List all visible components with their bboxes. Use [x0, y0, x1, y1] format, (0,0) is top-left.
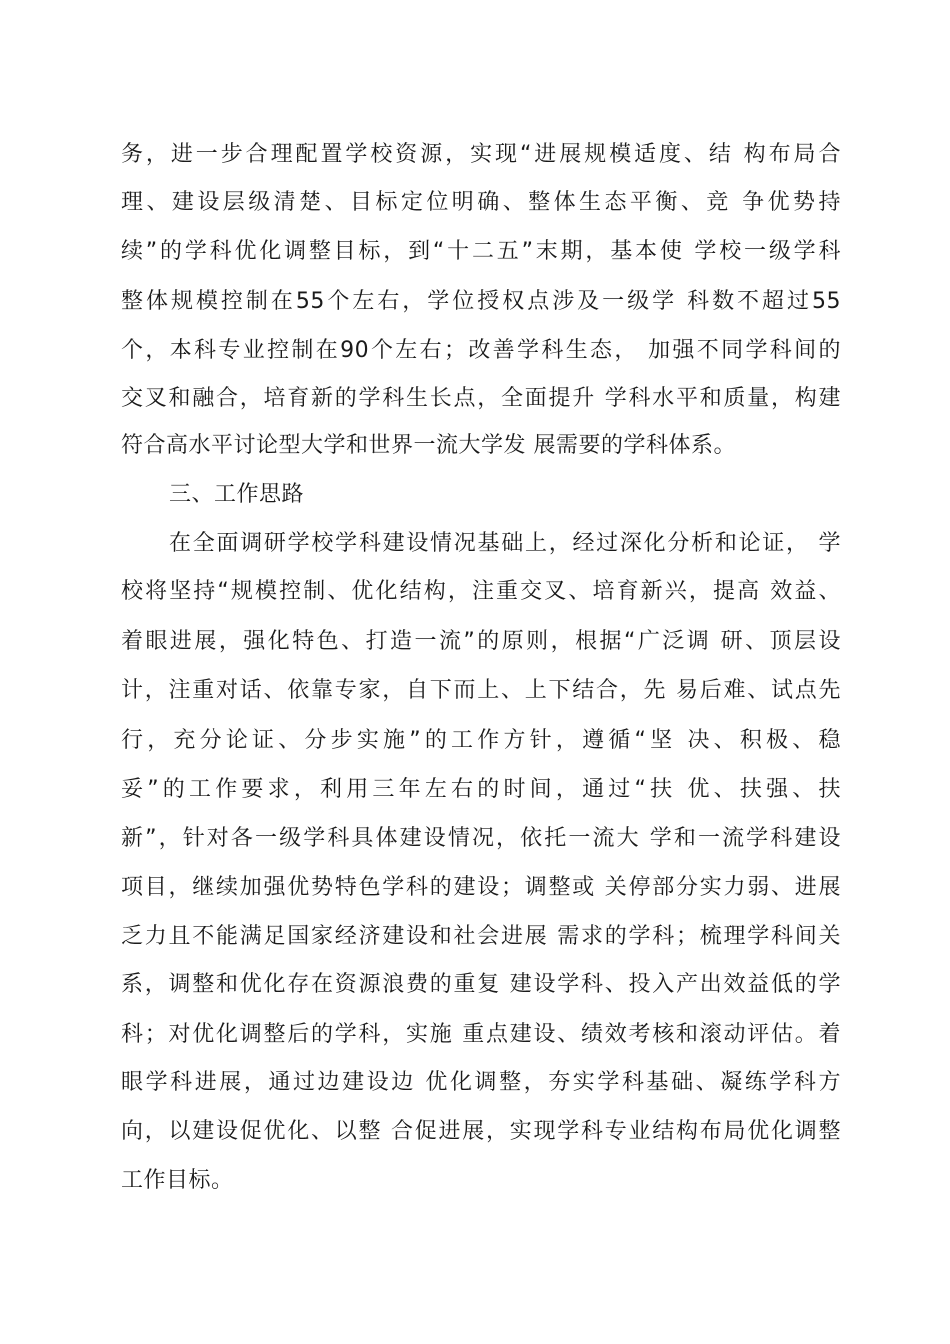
text-line: 续”的学科优化调整目标，到“十二五”末期，基本使 学校一级学科 — [121, 239, 841, 264]
text-line: 妥”的工作要求，利用三年左右的时间，通过“扶 优、扶强、扶 — [121, 777, 841, 802]
text-line: 在全面调研学校学科建设情况基础上，经过深化分析和论证， 学 — [169, 531, 841, 556]
text-line: 项目，继续加强优势特色学科的建设；调整或 关停部分实力弱、进展 — [121, 875, 841, 900]
text-line: 交叉和融合，培育新的学科生长点，全面提升 学科水平和质量，构建 — [121, 386, 841, 411]
text-line: 乏力且不能满足国家经济建设和社会进展 需求的学科；梳理学科间关 — [121, 924, 841, 949]
text-line: 理、建设层级清楚、目标定位明确、整体生态平衡、竞 争优势持 — [121, 190, 841, 215]
section-heading: 三、工作思路 — [169, 482, 305, 507]
text-line: 符合高水平讨论型大学和世界一流大学发 展需要的学科体系。 — [121, 433, 736, 458]
text-line: 行，充分论证、分步实施”的工作方针，遵循“坚 决、积极、稳 — [121, 728, 841, 753]
text-line: 眼学科进展，通过边建设边 优化调整，夯实学科基础、凝练学科方 — [121, 1070, 841, 1095]
text-line: 向，以建设促优化、以整 合促进展，实现学科专业结构布局优化调整 — [121, 1119, 841, 1144]
text-line: 校将坚持“规模控制、优化结构，注重交叉、培育新兴，提高 效益、 — [121, 579, 841, 604]
text-line: 整体规模控制在55个左右，学位授权点涉及一级学 科数不超过55 — [121, 289, 841, 314]
text-line: 系，调整和优化存在资源浪费的重复 建设学科、投入产出效益低的学 — [121, 972, 841, 997]
text-line: 新”，针对各一级学科具体建设情况，依托一流大 学和一流学科建设 — [121, 826, 841, 851]
text-line: 计，注重对话、依靠专家，自下而上、上下结合，先 易后难、试点先 — [121, 678, 841, 703]
text-line: 工作目标。 — [121, 1168, 234, 1193]
text-line: 务，进一步合理配置学校资源，实现“进展规模适度、结 构布局合 — [121, 142, 841, 167]
text-line: 科；对优化调整后的学科，实施 重点建设、绩效考核和滚动评估。着 — [121, 1022, 841, 1047]
text-line: 着眼进展，强化特色、打造一流”的原则，根据“广泛调 研、顶层设 — [121, 629, 841, 654]
text-line: 个，本科专业控制在90个左右；改善学科生态， 加强不同学科间的 — [121, 338, 841, 363]
